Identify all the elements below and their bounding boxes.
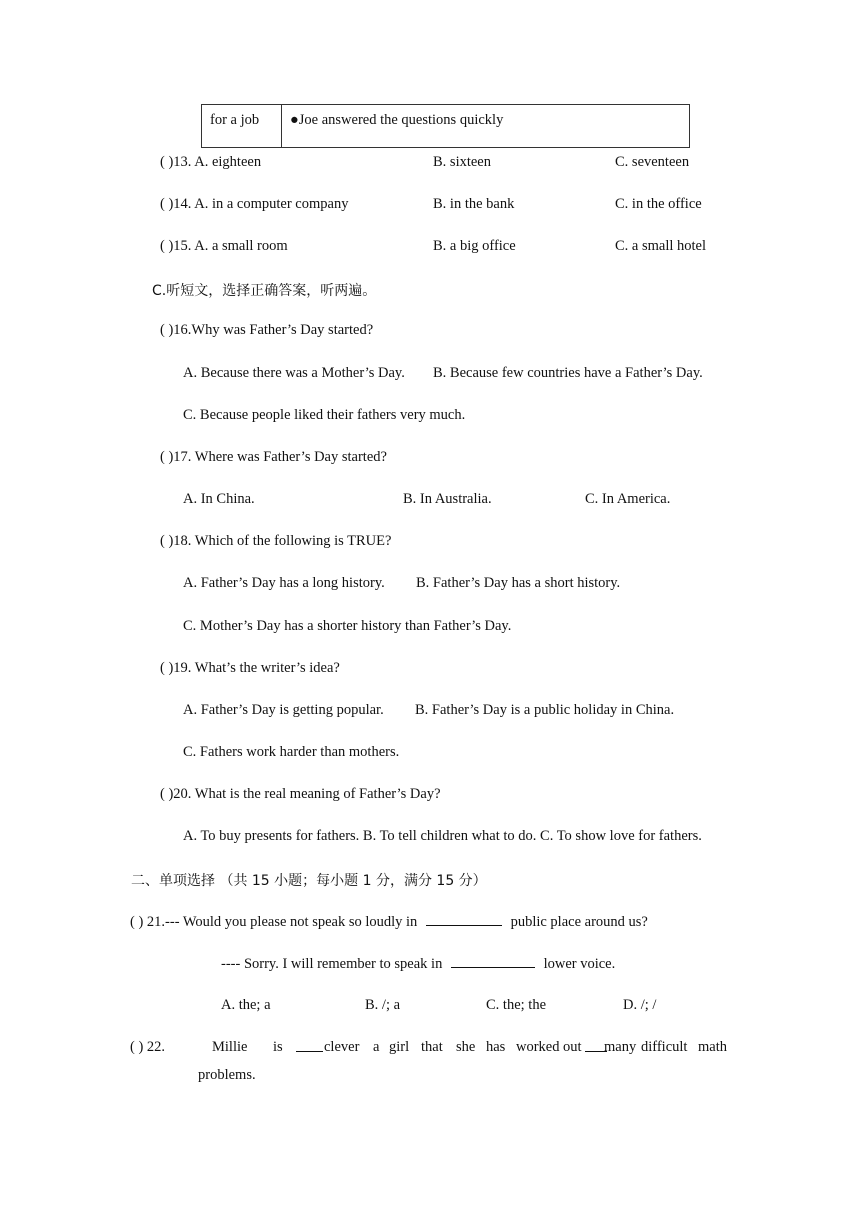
q22-word: a bbox=[373, 1039, 380, 1055]
q14-option-b: B. in the bank bbox=[433, 196, 515, 212]
q22-word: many bbox=[604, 1039, 637, 1055]
section-2-header: 二、单项选择 （共 15 小题；每小题 1 分，满分 15 分） bbox=[131, 873, 487, 889]
q17-option-a: A. In China. bbox=[183, 491, 255, 507]
q18-option-c: C. Mother’s Day has a shorter history than Father’s Day. bbox=[183, 618, 512, 634]
q17-option-c: C. In America. bbox=[585, 491, 671, 507]
question-17: ( )17. Where was Father’s Day started? bbox=[160, 449, 387, 465]
q18-option-a: A. Father’s Day has a long history. bbox=[183, 575, 385, 591]
q18-option-b: B. Father’s Day has a short history. bbox=[416, 575, 621, 591]
q20-options: A. To buy presents for fathers. B. To tell children what to do. C. To show love for fathers. bbox=[183, 828, 702, 844]
q13-option-b: B. sixteen bbox=[433, 154, 491, 170]
q21-reply bbox=[221, 955, 615, 973]
q19-option-c: C. Fathers work harder than mothers. bbox=[183, 744, 400, 760]
q22-paren: ( ) 22. bbox=[130, 1039, 166, 1055]
question-20: ( )20. What is the real meaning of Father’s Day? bbox=[160, 786, 441, 802]
q21-stem-end: public place around us? bbox=[510, 914, 648, 930]
q16-option-c: C. Because people liked their fathers very much. bbox=[183, 407, 466, 423]
q15-option-c: C. a small hotel bbox=[615, 238, 707, 254]
question-13: ( )13. A. eighteen bbox=[160, 154, 262, 170]
q21-option-b: B. /; a bbox=[365, 997, 401, 1013]
q22-word: that bbox=[421, 1039, 443, 1055]
q14-option-c: C. in the office bbox=[615, 196, 702, 212]
q21-blank-1 bbox=[426, 913, 502, 926]
question-15: ( )15. A. a small room bbox=[160, 238, 288, 254]
question-21 bbox=[130, 913, 648, 931]
q22-word: difficult bbox=[641, 1039, 688, 1055]
q21-blank-2 bbox=[451, 955, 535, 968]
q15-option-b: B. a big office bbox=[433, 238, 516, 254]
q21-option-d: D. /; / bbox=[623, 997, 657, 1013]
q21-reply-end: lower voice. bbox=[543, 956, 616, 972]
table-cell-detail: ●Joe answered the questions quickly bbox=[282, 105, 690, 148]
q22-word: worked bbox=[516, 1039, 560, 1055]
q22-line-2: problems. bbox=[198, 1067, 256, 1083]
q22-blank-1 bbox=[296, 1039, 323, 1057]
table-cell-topic: for a job bbox=[202, 105, 282, 148]
q17-option-b: B. In Australia. bbox=[403, 491, 492, 507]
section-c-header: C.听短文，选择正确答案，听两遍。 bbox=[152, 283, 377, 299]
q19-option-a: A. Father’s Day is getting popular. bbox=[183, 702, 384, 718]
question-19: ( )19. What’s the writer’s idea? bbox=[160, 660, 340, 676]
q13-option-c: C. seventeen bbox=[615, 154, 690, 170]
q22-word: is bbox=[273, 1039, 283, 1055]
q19-option-b: B. Father’s Day is a public holiday in China. bbox=[415, 702, 675, 718]
q21-option-c: C. the; the bbox=[486, 997, 547, 1013]
q21-reply-start: ---- Sorry. I will remember to speak in bbox=[221, 956, 443, 972]
question-14: ( )14. A. in a computer company bbox=[160, 196, 349, 212]
q22-word: out bbox=[563, 1039, 582, 1055]
q22-word: she bbox=[456, 1039, 476, 1055]
q16-option-b: B. Because few countries have a Father’s Day. bbox=[433, 365, 703, 381]
answer-table-fragment bbox=[201, 104, 690, 148]
q22-word: clever bbox=[324, 1039, 360, 1055]
q22-word: girl bbox=[389, 1039, 410, 1055]
question-16: ( )16.Why was Father’s Day started? bbox=[160, 322, 374, 338]
q21-stem: ( ) 21.--- Would you please not speak so loudly in bbox=[130, 914, 418, 930]
q21-option-a: A. the; a bbox=[221, 997, 271, 1013]
q22-word: math bbox=[698, 1039, 727, 1055]
question-18: ( )18. Which of the following is TRUE? bbox=[160, 533, 392, 549]
q22-word: has bbox=[486, 1039, 506, 1055]
q16-option-a: A. Because there was a Mother’s Day. bbox=[183, 365, 405, 381]
q22-word: Millie bbox=[212, 1039, 248, 1055]
